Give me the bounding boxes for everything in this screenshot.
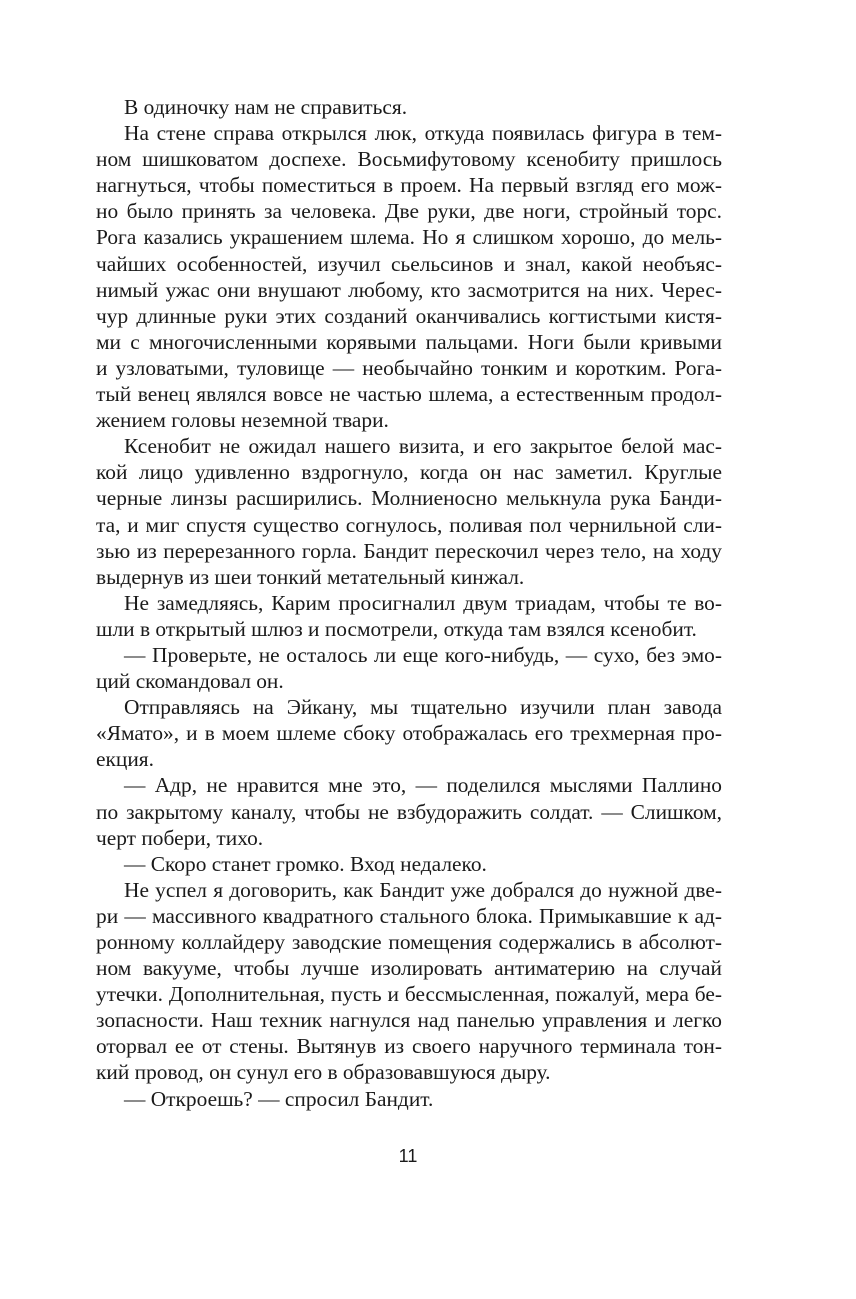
- text-line: по закрытому каналу, чтобы не взбудоражить солдат. — Слишком,: [96, 799, 722, 824]
- text-line: та, и миг спустя существо согнулось, поливая пол чернильной сли-: [96, 512, 722, 537]
- text-line: черные линзы расширились. Молниеносно мелькнула рука Банди-: [96, 486, 722, 511]
- text-line: шли в открытый шлюз и посмотрели, откуда там взялся ксенобит.: [96, 616, 697, 641]
- text-line: — Откроешь? — спросил Бандит.: [124, 1086, 434, 1111]
- text-line: Рога казались украшением шлема. Но я слишком хорошо, до мель-: [96, 225, 722, 250]
- text-line: нимый ужас они внушают любому, кто засмотрится на них. Черес-: [96, 277, 722, 302]
- text-line: черт побери, тихо.: [96, 825, 264, 850]
- text-line: Отправляясь на Эйкану, мы тщательно изучили план завода: [124, 695, 722, 720]
- text-line: В одиночку нам не справиться.: [124, 95, 408, 119]
- text-line: зопасности. Наш техник нагнулся над панелью управления и легко: [96, 1008, 722, 1033]
- text-line: — Проверьте, не осталось ли еще кого-нибудь, — сухо, без эмо-: [124, 642, 722, 667]
- text-line: ном вакууме, чтобы лучше изолировать антиматерию на случай: [96, 956, 722, 981]
- text-line: зью из перерезанного горла. Бандит перескочил через тело, на ходу: [96, 538, 722, 563]
- text-line: выдернув из шеи тонкий метательный кинжал.: [96, 564, 525, 589]
- text-line: «Ямато», и в моем шлеме сбоку отображалась его трехмерная про-: [96, 721, 722, 746]
- body-text: [96, 94, 722, 1112]
- text-line: кой лицо удивленно вздрогнуло, когда он нас заметил. Круглые: [96, 460, 722, 485]
- text-line: ном шишковатом доспехе. Восьмифутовому ксенобиту пришлось: [96, 147, 722, 172]
- text-line: но было принять за человека. Две руки, две ноги, стройный торс.: [96, 199, 722, 224]
- text-line: утечки. Дополнительная, пусть и бессмысленная, пожалуй, мера бе-: [96, 982, 722, 1007]
- text-line: ронному коллайдеру заводские помещения содержались в абсолют-: [96, 930, 722, 954]
- text-line: екция.: [96, 747, 154, 772]
- text-line: оторвал ее от стены. Вытянув из своего наручного терминала тон-: [96, 1034, 722, 1059]
- text-line: ми с многочисленными корявыми пальцами. Ноги были кривыми: [96, 329, 722, 354]
- text-line: Не замедляясь, Карим просигналил двум триадам, чтобы те во-: [124, 590, 722, 615]
- text-line: Ксенобит не ожидал нашего визита, и его закрытое белой мас-: [124, 434, 722, 459]
- text-line: ций скомандовал он.: [96, 669, 284, 694]
- text-line: тый венец являлся вовсе не частью шлема, а естественным продол-: [96, 382, 722, 407]
- text-line: ри — массивного квадратного стального блока. Примыкавшие к ад-: [96, 903, 722, 928]
- text-line: — Скоро станет громко. Вход недалеко.: [124, 851, 487, 876]
- text-line: жением головы неземной твари.: [96, 408, 389, 433]
- text-line: чур длинные руки этих созданий оканчивались когтистыми кистя-: [96, 303, 722, 328]
- text-line: Не успел я договорить, как Бандит уже добрался до нужной две-: [124, 877, 722, 902]
- text-line: нагнуться, чтобы поместиться в проем. На первый взгляд его мож-: [96, 173, 722, 198]
- text-line: кий провод, он сунул его в образовавшуюся дыру.: [96, 1060, 551, 1085]
- text-line: и узловатыми, туловище — необычайно тонким и коротким. Рога-: [96, 355, 722, 380]
- text-line: чайших особенностей, изучил сьельсинов и знал, какой необъяс-: [96, 251, 722, 276]
- page-number: 11: [398, 1146, 418, 1166]
- text-line: — Адр, не нравится мне это, — поделился мыслями Паллино: [124, 773, 722, 798]
- text-line: На стене справа открылся люк, откуда появилась фигура в тем-: [124, 121, 722, 146]
